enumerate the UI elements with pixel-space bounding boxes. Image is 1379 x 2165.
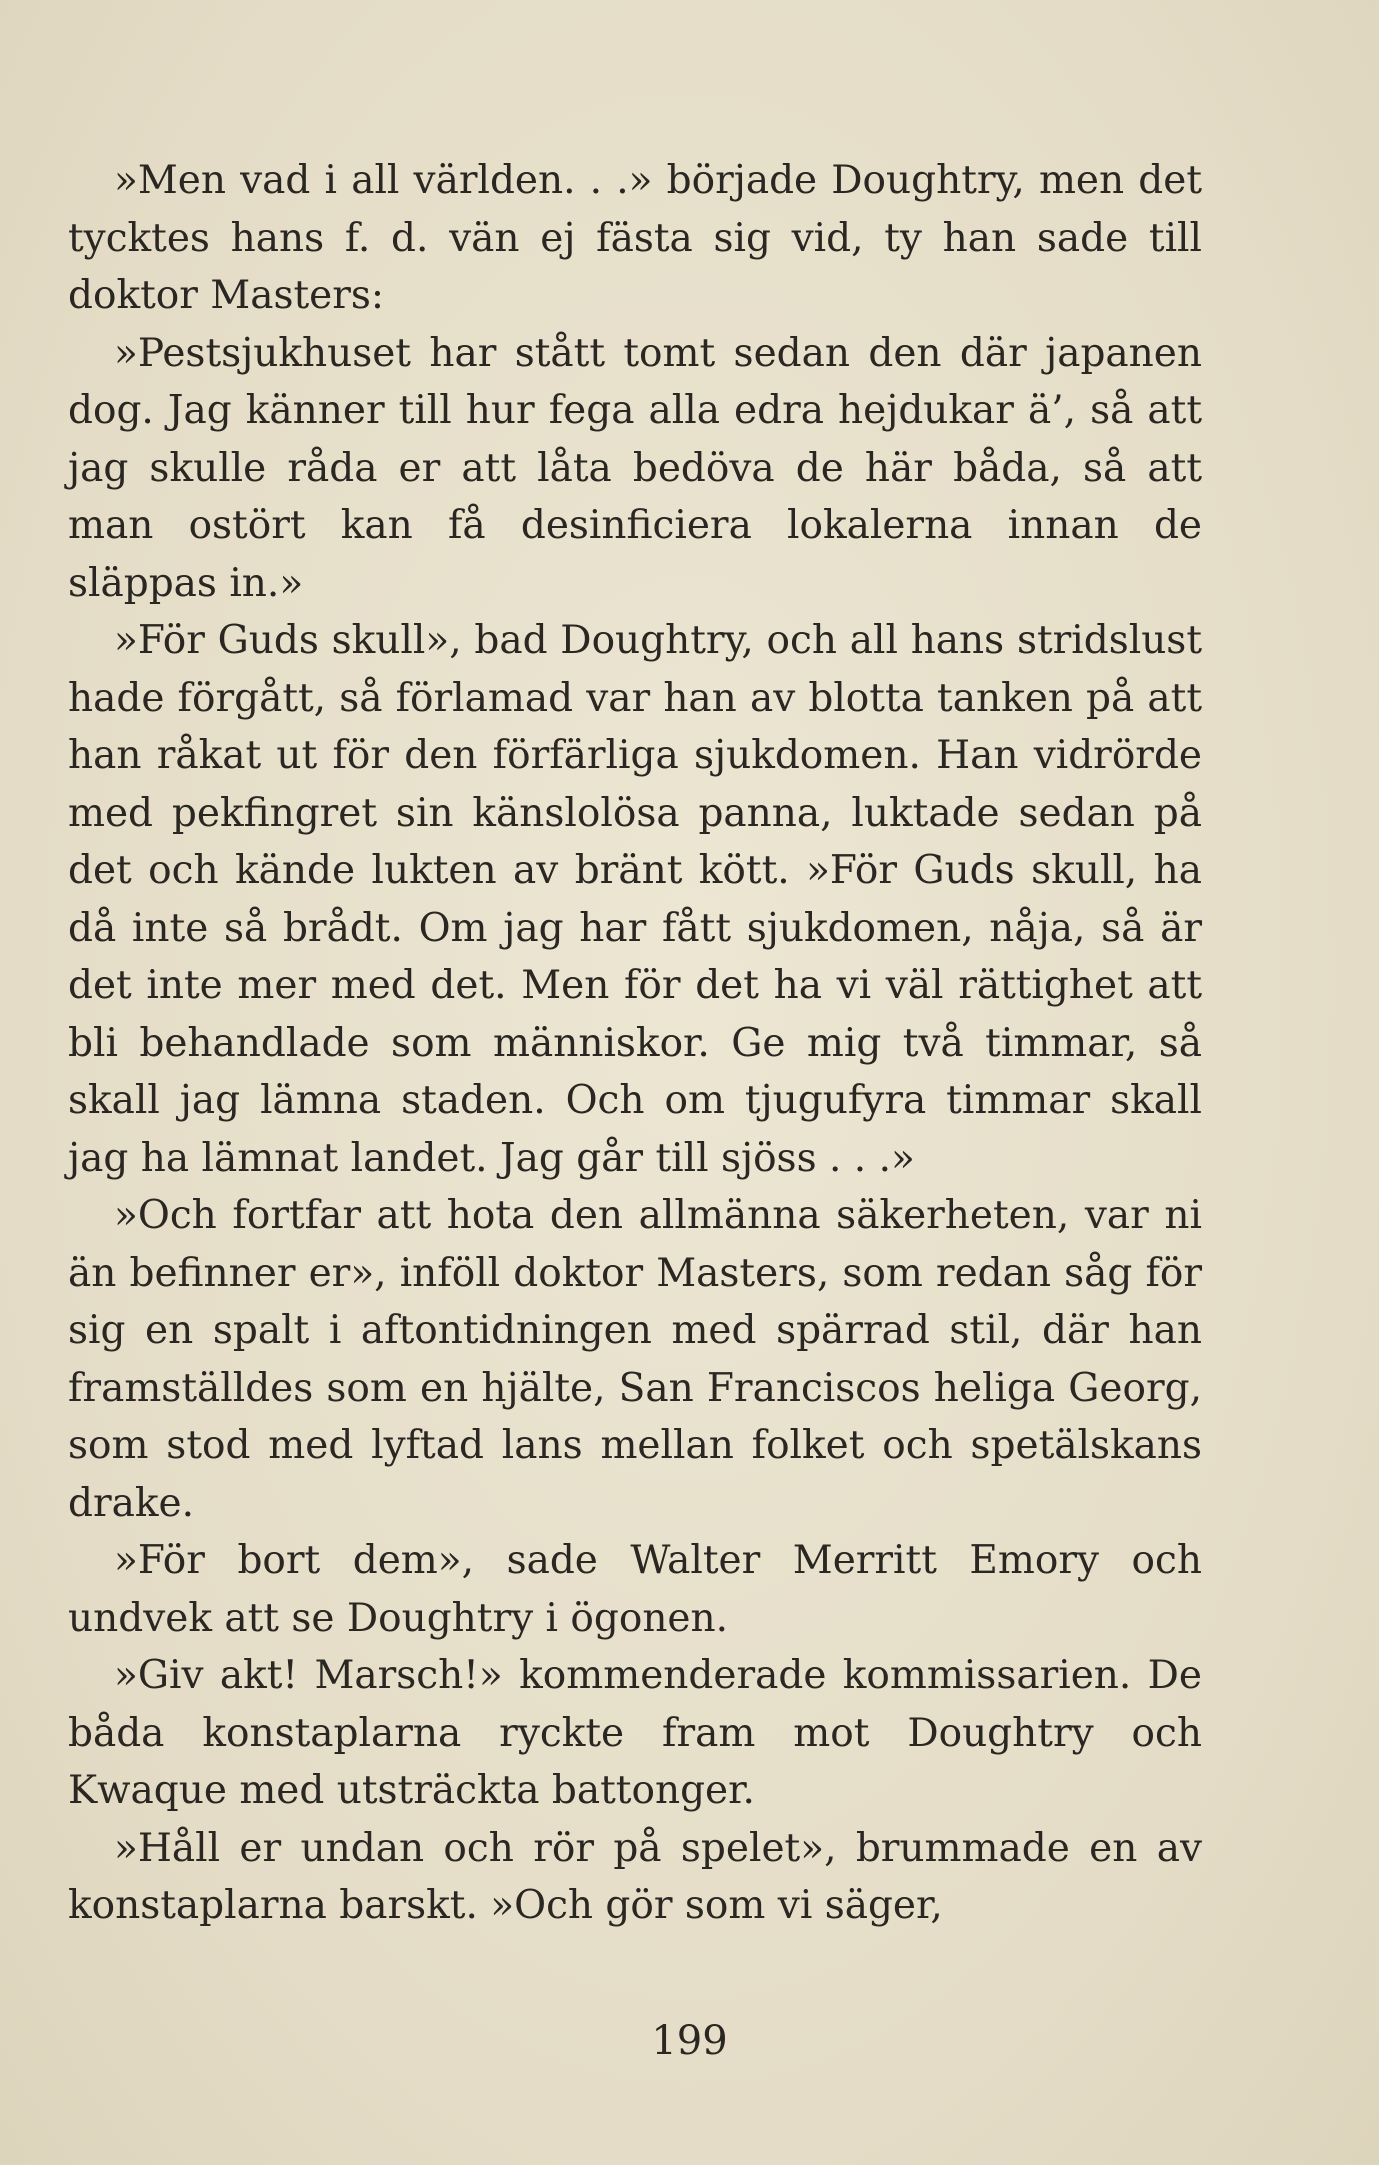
paragraph-2: »Pestsjukhuset har stått tomt sedan den där japanen dog. Jag känner till hur fega alla edra hejdukar ä’, så att jag skulle råda er att låta bedöva de här båda, så att man ostört kan få desinficiera lokalerna innan de släppas in.» — [68, 330, 1202, 606]
body-text — [68, 152, 1202, 1935]
paragraph-1: »Men vad i all världen. . .» började Doughtry, men det tycktes hans f. d. vän ej fästa sig vid, ty han sade till doktor Masters: — [68, 158, 1202, 318]
paragraph-6: »Giv akt! Marsch!» kommenderade kommissarien. De båda konstaplarna ryckte fram mot Doughtry och Kwaque med utsträckta battonger. — [68, 1653, 1202, 1813]
page-number: 199 — [651, 2018, 728, 2064]
paragraph-4: »Och fortfar att hota den allmänna säkerheten, var ni än befinner er», inföll doktor Masters, som redan såg för sig en spalt i aftontidningen med spärrad stil, där han framställdes som en hjälte, San Franciscos heliga Georg, som stod med lyftad lans mellan folket och spetälskans drake. — [68, 1193, 1202, 1526]
paragraph-3: »För Guds skull», bad Doughtry, och all hans stridslust hade förgått, så förlamad var han av blotta tanken på att han råkat ut för den förfärliga sjukdomen. Han vidrörde med pekfingret sin känslolösa panna, luktade sedan på det och kände lukten av bränt kött. »För Guds skull, ha då inte så brådt. Om jag har fått sjukdomen, nåja, så är det inte mer med det. Men för det ha vi väl rättighet att bli behandlade som människor. Ge mig två timmar, så skall jag lämna staden. Och om tjugufyra timmar skall jag ha lämnat landet. Jag går till sjöss . . .» — [68, 618, 1202, 1181]
paragraph-7: »Håll er undan och rör på spelet», brummade en av konstaplarna barskt. »Och gör som vi säger, — [68, 1825, 1202, 1928]
paragraph-5: »För bort dem», sade Walter Merritt Emory och undvek att se Doughtry i ögonen. — [68, 1538, 1202, 1641]
